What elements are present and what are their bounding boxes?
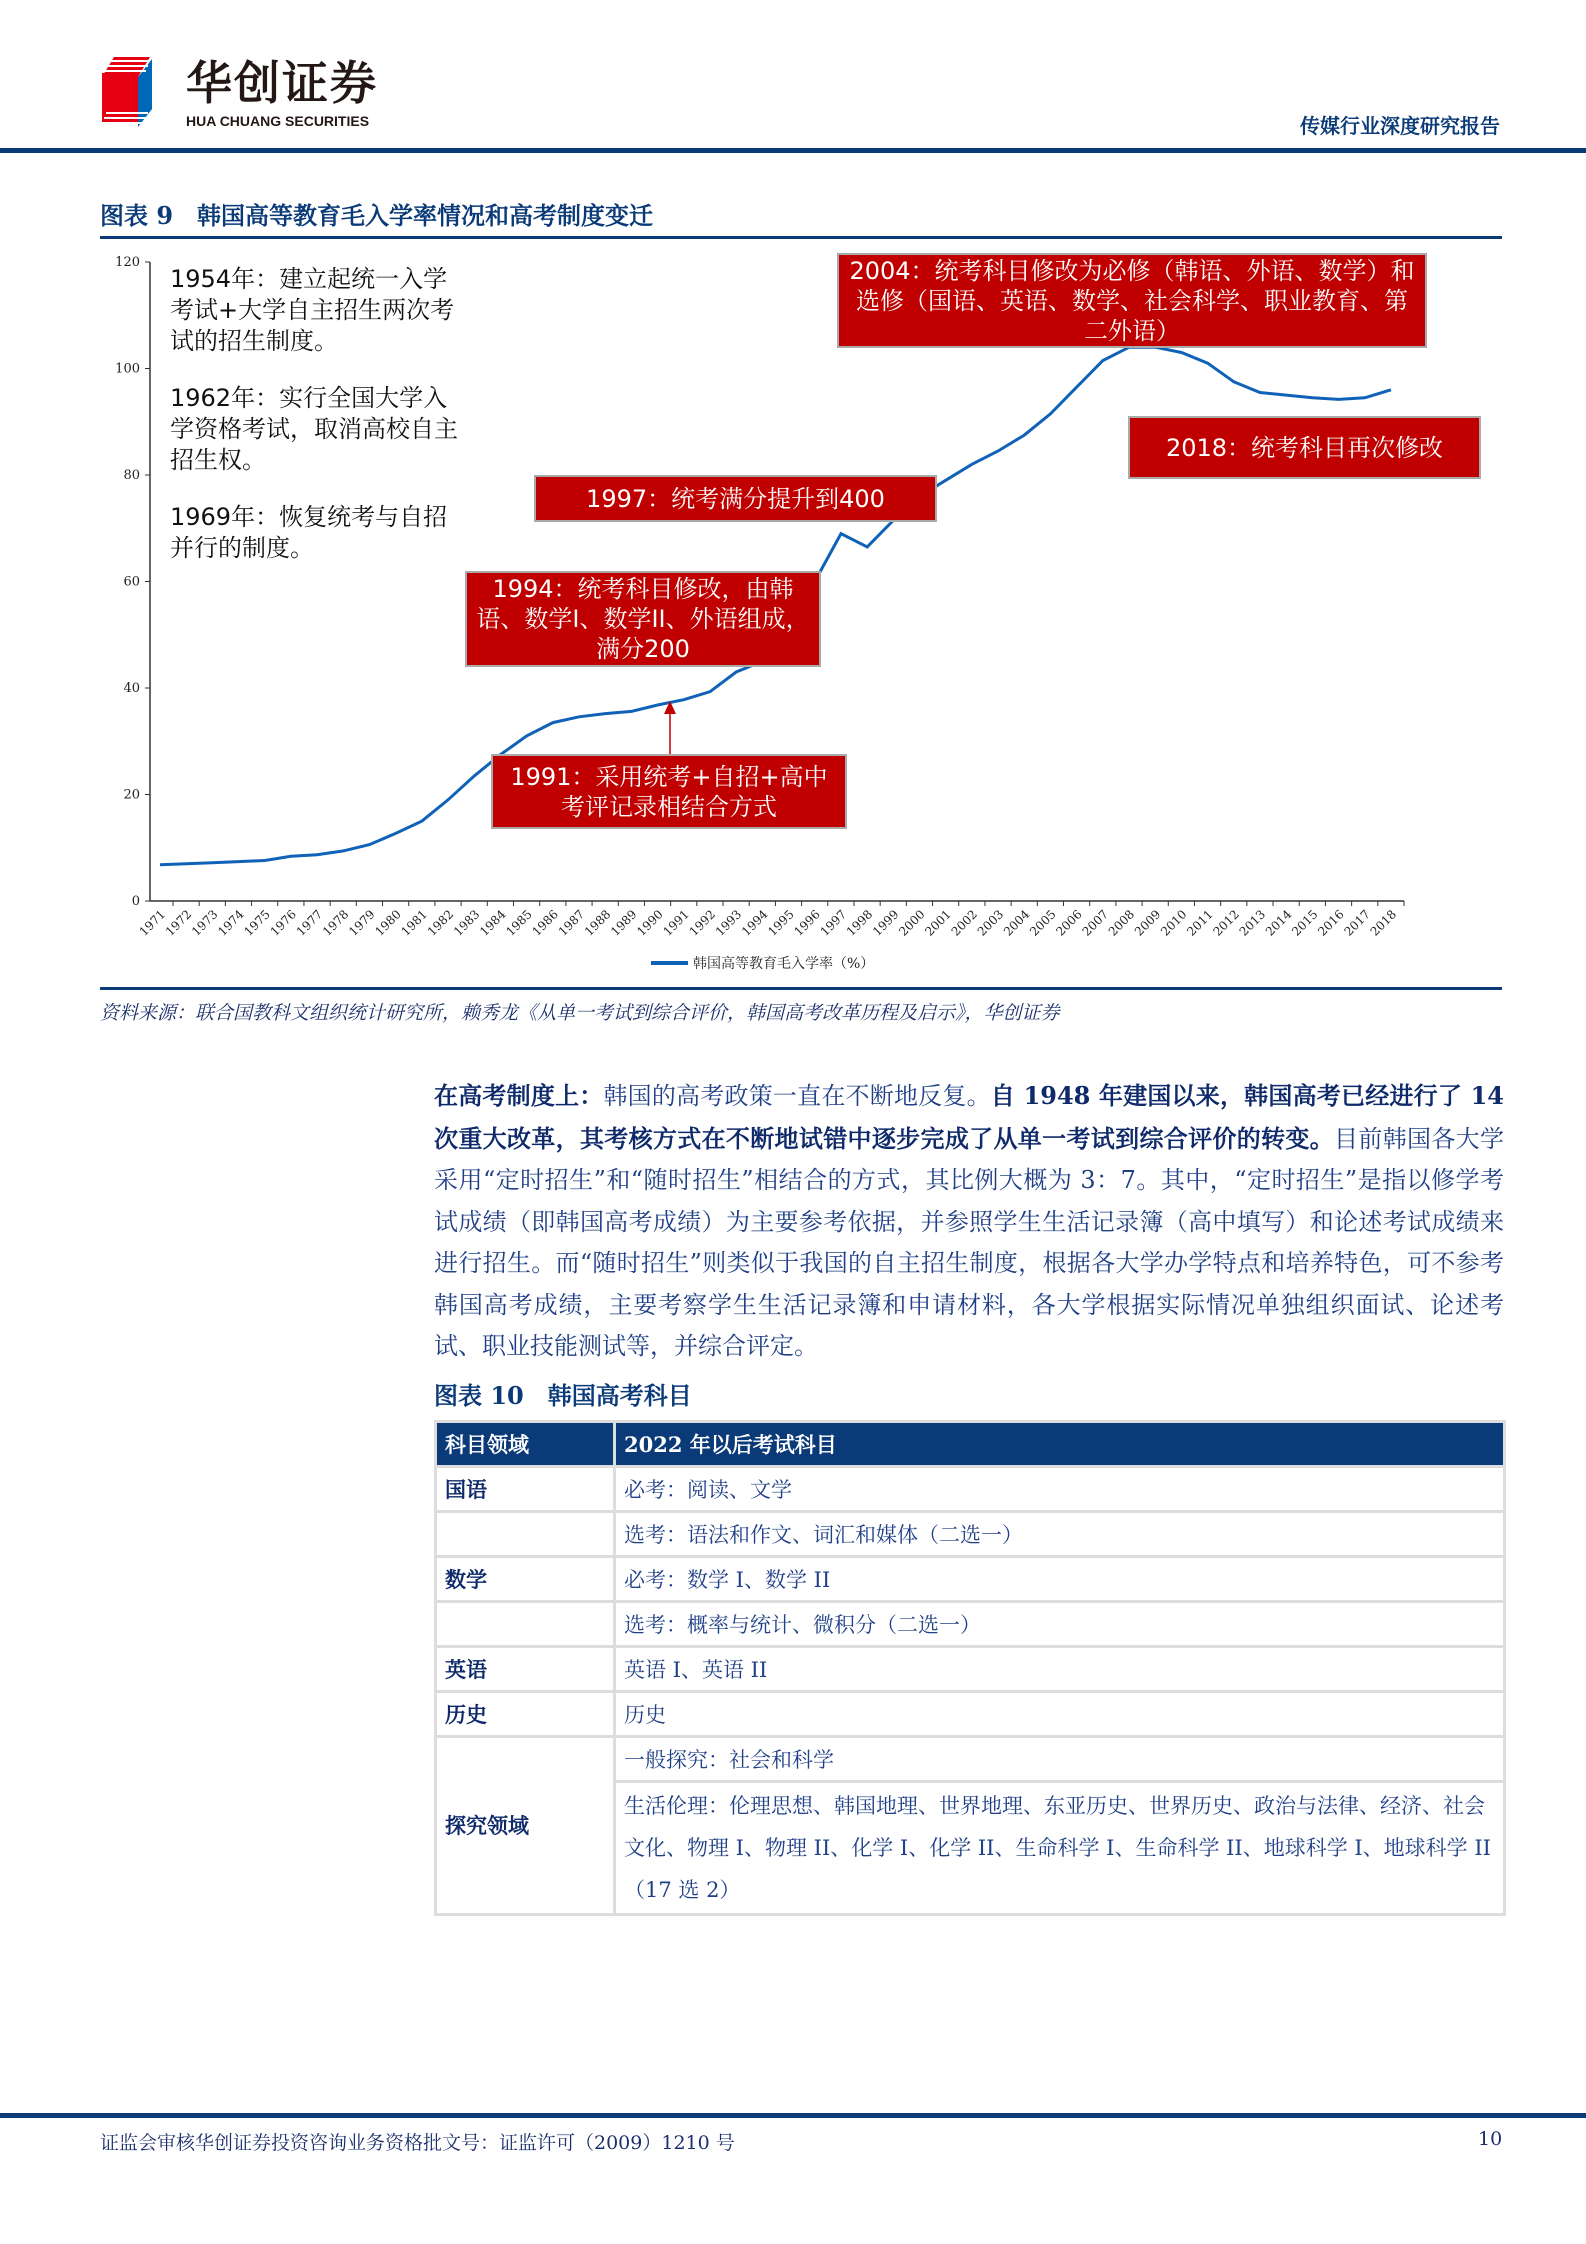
x-tick-label: 1982 bbox=[424, 907, 457, 939]
para-bold-lead: 在高考制度上： bbox=[434, 1081, 604, 1110]
table-header-row bbox=[436, 1421, 1505, 1466]
annotation-2004: 2004：统考科目修改为必修（韩语、外语、数学）和选修（国语、英语、数学、社会科学、职业教育、第二外语） bbox=[837, 253, 1427, 348]
x-tick-label: 2018 bbox=[1367, 907, 1400, 939]
table-row bbox=[436, 1556, 1505, 1601]
note-1962: 1962年：实行全国大学入学资格考试，取消高校自主招生权。 bbox=[170, 384, 458, 474]
x-tick-label: 1984 bbox=[477, 907, 509, 939]
x-tick-label: 1981 bbox=[398, 907, 431, 939]
x-tick-label: 1975 bbox=[241, 907, 273, 939]
table-row bbox=[436, 1646, 1505, 1691]
x-tick-label: 2008 bbox=[1105, 907, 1138, 939]
subject-cell: 必考：数学 I、数学 II bbox=[615, 1556, 1505, 1601]
subject-cell: 英语 I、英语 II bbox=[615, 1646, 1505, 1691]
x-tick-label: 1987 bbox=[555, 907, 588, 939]
x-tick-label: 2001 bbox=[922, 907, 954, 939]
table-row bbox=[436, 1511, 1505, 1556]
x-tick-label: 1998 bbox=[843, 907, 876, 939]
x-tick-label: 1983 bbox=[450, 907, 483, 939]
x-tick-label: 2015 bbox=[1289, 907, 1321, 939]
y-tick-label: 100 bbox=[115, 361, 140, 377]
x-tick-label: 2002 bbox=[948, 907, 981, 939]
table-row bbox=[436, 1466, 1505, 1511]
annotation-1994: 1994：统考科目修改，由韩语、数学I、数学II、外语组成，满分200 bbox=[465, 571, 821, 667]
note-1969: 1969年：恢复统考与自招并行的制度。 bbox=[170, 503, 448, 562]
x-tick-label: 2007 bbox=[1079, 907, 1112, 939]
para-text-2: 目前韩国各大学采用“定时招生”和“随时招生”相结合的方式，其比例大概为 3：7。其中，“定时招生”是指以修学考试成绩（即韩国高考成绩）为主要参考依据，并参照学生生活记录簿（高中填写）和论述考试成绩来进行招生。而“随时招生”则类似于我国的自主招生制度，根据各大学办学特点和培养特色，可不参考韩国高考成绩，主要考察学生生活记录簿和申请材料，各大学根据实际情况单独组织面试、论述考试、职业技能测试等，并综合评定。 bbox=[434, 1124, 1504, 1360]
x-tick-label: 1997 bbox=[817, 907, 850, 939]
x-tick-label: 1991 bbox=[660, 907, 692, 939]
figure10-title: 图表 10 韩国高考科目 bbox=[434, 1380, 692, 1410]
x-tick-label: 2012 bbox=[1210, 907, 1242, 939]
logo-text-en: HUA CHUANG SECURITIES bbox=[186, 113, 370, 129]
x-tick-label: 2009 bbox=[1131, 907, 1164, 939]
figure9-source: 资料来源：联合国教科文组织统计研究所，赖秀龙《从单一考试到综合评价，韩国高考改革历程及启示》，华创证券 bbox=[100, 1002, 1060, 1024]
x-tick-label: 1986 bbox=[529, 907, 561, 939]
table-row bbox=[436, 1736, 1505, 1781]
x-tick-label: 1976 bbox=[267, 907, 300, 939]
x-tick-label: 2017 bbox=[1341, 907, 1373, 939]
subject-cell: 一般探究：社会和科学 bbox=[615, 1736, 1505, 1781]
y-tick-label: 40 bbox=[123, 681, 140, 696]
x-tick-label: 1999 bbox=[869, 907, 902, 939]
header-area: 科目领域 bbox=[436, 1421, 615, 1466]
figure9-bottom-rule bbox=[100, 987, 1502, 990]
area-cell: 历史 bbox=[436, 1691, 615, 1736]
body-section bbox=[434, 1075, 1506, 1916]
annotation-2018: 2018：统考科目再次修改 bbox=[1128, 416, 1481, 479]
x-tick-label: 1988 bbox=[581, 907, 614, 939]
y-tick-label: 20 bbox=[123, 787, 140, 803]
x-tick-label: 2004 bbox=[1000, 907, 1033, 939]
header-subjects: 2022 年以后考试科目 bbox=[615, 1421, 1505, 1466]
area-cell: 国语 bbox=[436, 1466, 615, 1511]
x-tick-label: 1977 bbox=[293, 907, 326, 939]
subject-cell: 生活伦理：伦理思想、韩国地理、世界地理、东亚历史、世界历史、政治与法律、经济、社会文化、物理 I、物理 II、化学 I、化学 II、生命科学 I、生命科学 II、地球科学 I、地球科学 II（17 选 2） bbox=[615, 1781, 1505, 1914]
exam-subjects-table bbox=[434, 1420, 1506, 1916]
subject-cell: 选考：概率与统计、微积分（二选一） bbox=[615, 1601, 1505, 1646]
x-tick-label: 2010 bbox=[1158, 907, 1190, 939]
x-tick-label: 2011 bbox=[1184, 907, 1216, 939]
x-tick-label: 1978 bbox=[319, 907, 352, 939]
x-tick-label: 1989 bbox=[608, 907, 640, 939]
x-tick-label: 1974 bbox=[215, 907, 247, 939]
x-tick-label: 2014 bbox=[1262, 907, 1295, 939]
chart-notes-left bbox=[170, 264, 462, 590]
x-tick-label: 1980 bbox=[372, 907, 404, 939]
x-tick-label: 2000 bbox=[896, 907, 928, 939]
x-tick-label: 2013 bbox=[1236, 907, 1269, 939]
annotation-1991: 1991：采用统考+自招+高中考评记录相结合方式 bbox=[491, 754, 847, 829]
body-paragraph bbox=[434, 1075, 1504, 1368]
x-tick-label: 1994 bbox=[739, 907, 771, 939]
y-tick-label: 120 bbox=[115, 255, 140, 270]
table-row bbox=[436, 1691, 1505, 1736]
para-text-1: 韩国的高考政策一直在不断地反复。 bbox=[603, 1082, 991, 1110]
y-tick-label: 80 bbox=[123, 468, 140, 483]
area-cell: 英语 bbox=[436, 1646, 615, 1691]
subject-cell: 历史 bbox=[615, 1691, 1505, 1736]
table-row bbox=[436, 1601, 1505, 1646]
x-tick-label: 1972 bbox=[162, 907, 195, 939]
footer-license: 证监会审核华创证券投资咨询业务资格批文号：证监许可（2009）1210 号 bbox=[100, 2132, 735, 2154]
area-cell bbox=[436, 1601, 615, 1646]
x-tick-label: 1995 bbox=[765, 907, 797, 939]
x-tick-label: 2005 bbox=[1027, 907, 1059, 939]
page-number: 10 bbox=[1478, 2128, 1503, 2150]
area-cell: 探究领域 bbox=[436, 1736, 615, 1914]
x-tick-label: 2016 bbox=[1315, 907, 1347, 939]
y-tick-label: 60 bbox=[123, 574, 140, 590]
x-tick-label: 1996 bbox=[791, 907, 823, 939]
annotation-1997: 1997：统考满分提升到400 bbox=[534, 475, 937, 522]
logo-text-cn: 华创证券 bbox=[186, 56, 378, 110]
x-tick-label: 1979 bbox=[346, 907, 378, 939]
x-tick-label: 1973 bbox=[189, 907, 221, 939]
subject-cell: 选考：语法和作文、词汇和媒体（二选一） bbox=[615, 1511, 1505, 1556]
legend-label: 韩国高等教育毛入学率（%） bbox=[693, 956, 875, 972]
x-tick-label: 2003 bbox=[974, 907, 1007, 939]
y-tick-label: 0 bbox=[131, 894, 140, 909]
x-tick-label: 1985 bbox=[503, 907, 535, 939]
subject-cell: 必考：阅读、文学 bbox=[615, 1466, 1505, 1511]
x-tick-label: 1990 bbox=[634, 907, 666, 939]
area-cell: 数学 bbox=[436, 1556, 615, 1601]
footer-divider bbox=[0, 2113, 1586, 2118]
x-tick-label: 1971 bbox=[136, 907, 169, 939]
x-tick-label: 2006 bbox=[1053, 907, 1085, 939]
area-cell bbox=[436, 1511, 615, 1556]
x-tick-label: 1993 bbox=[712, 907, 745, 939]
figure9-title: 图表 9 韩国高等教育毛入学率情况和高考制度变迁 bbox=[100, 201, 654, 230]
note-1954: 1954年：建立起统一入学考试+大学自主招生两次考试的招生制度。 bbox=[170, 265, 455, 355]
report-type: 传媒行业深度研究报告 bbox=[1300, 114, 1500, 138]
para-bold-main: 自 1948 年建国以来，韩国高考已经进行了 14 次重大改革，其考核方式在不断地试错中逐步完成了从单一考试到综合评价的转变。 bbox=[434, 1081, 1505, 1153]
x-tick-label: 1992 bbox=[686, 907, 719, 939]
